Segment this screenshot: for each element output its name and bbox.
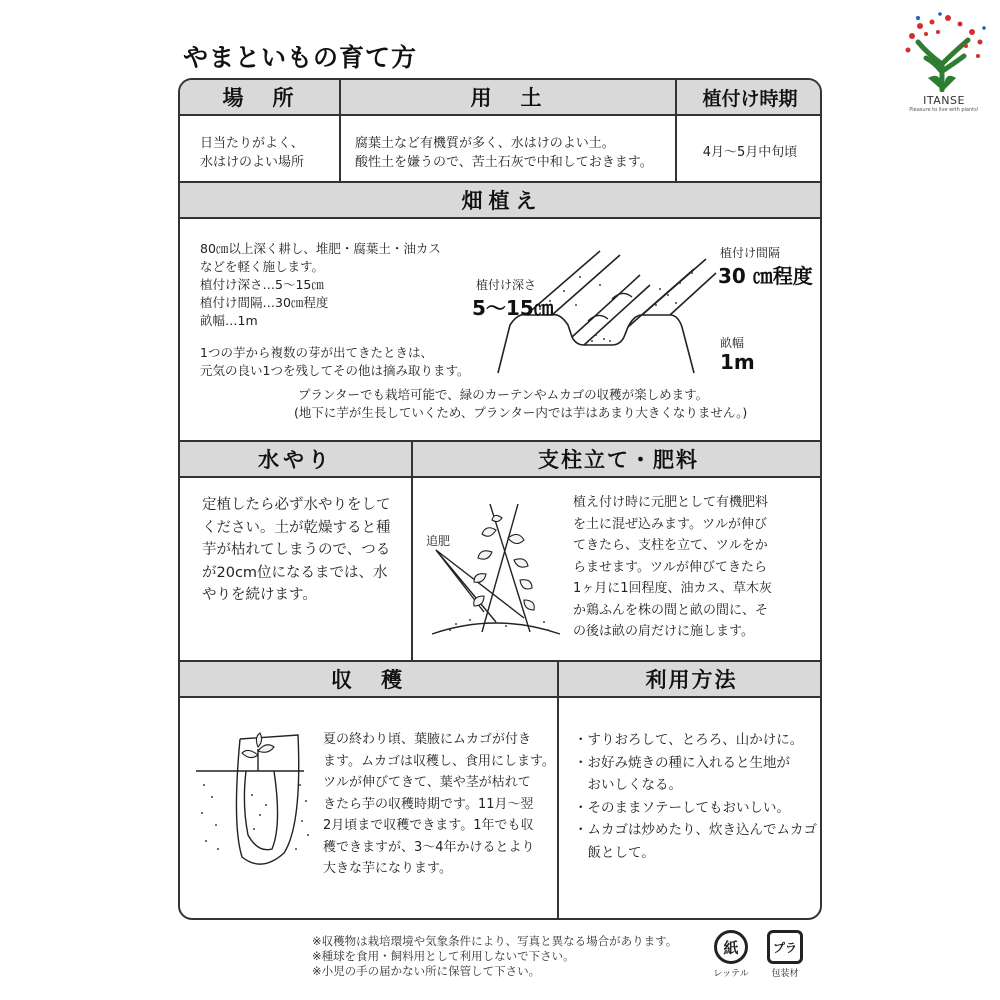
footer-notes: [312, 934, 677, 979]
harvest-header-label: 収 穫: [331, 668, 406, 692]
paper-recycle-icon: [714, 930, 748, 964]
support-text: [573, 492, 772, 643]
watering-header: [180, 442, 411, 478]
width-label: 畝幅: [720, 336, 745, 350]
text-line: ます。ムカゴは収穫し、食用にします。: [323, 753, 555, 769]
spacing-label: 植付け間隔: [720, 246, 781, 260]
list-item: ・お好み焼きの種に入れると生地が: [574, 754, 790, 771]
brand-name: ITANSE: [923, 94, 965, 107]
usage-header: [559, 662, 822, 698]
divider: [339, 80, 341, 183]
note-line: ※収穫物は栽培環境や気象条件により、写真と異なる場合があります。: [312, 934, 678, 948]
text-line: の後は畝の肩だけに施します。: [573, 624, 754, 639]
list-item: おいしくなる。: [574, 777, 682, 793]
list-item: ・すりおろして、とろろ、山かけに。: [574, 732, 804, 748]
watering-text: [202, 494, 391, 607]
field-header: [180, 183, 822, 219]
tree-icon: [898, 12, 990, 92]
text-line: 1つの芋から複数の芽が出てきたときは、: [200, 345, 433, 360]
text-line: 腐葉土など有機質が多く、水はけのよい土。: [355, 136, 615, 151]
field-header-label: 畑植え: [461, 189, 543, 213]
usage-header-label: 利用方法: [645, 668, 738, 692]
location-header-label: 場 所: [222, 86, 298, 110]
plastic-recycle-symbol: プラ: [772, 940, 797, 955]
text-line: か鶏ふんを株の間と畝の間に、そ: [573, 602, 769, 618]
planter-note: [294, 386, 747, 422]
location-text: [200, 134, 304, 172]
text-line: 植付け深さ…5〜15㎝: [200, 277, 324, 292]
text-line: ツルが伸びてきて、葉や茎が枯れて: [323, 775, 531, 790]
depth-value: 5〜15㎝: [472, 296, 554, 320]
list-item: 飯として。: [574, 844, 655, 861]
planting-time-text: 4月〜5月中旬頃: [702, 145, 798, 160]
text-line: プランターでも栽培可能で、緑のカーテンやムカゴの収穫が楽しめます。: [298, 387, 709, 402]
divider: [411, 442, 413, 662]
soil-header: [340, 80, 676, 116]
paper-recycle-symbol: 紙: [723, 938, 739, 957]
text-line: らませます。ツルが伸びてきたら: [573, 559, 767, 575]
field-text-2: [200, 344, 469, 380]
support-header-label: 支柱立て・肥料: [538, 448, 699, 472]
text-line: 夏の終わり頃、葉腋にムカゴが付き: [323, 732, 532, 747]
text-line: きたら芋の収穫時期です。11月〜翌: [323, 796, 534, 812]
fertilizer-label: 追肥: [426, 534, 451, 548]
trellis-diagram: [426, 500, 566, 640]
paper-recycle-mark: [708, 930, 754, 979]
text-line: 日当たりがよく、: [200, 136, 304, 151]
soil-header-label: 用 土: [470, 86, 546, 110]
note-line: ※種球を食用・飼料用として利用しないで下さい。: [312, 949, 575, 963]
harvest-diagram: [188, 725, 318, 875]
plastic-recycle-mark: [762, 930, 808, 979]
text-line: 植え付け時に元肥として有機肥料: [573, 495, 769, 510]
text-line: 畝幅…1m: [200, 313, 258, 328]
planting-time-header: [676, 80, 822, 116]
harvest-text: [323, 729, 555, 880]
note-line: ※小児の手の届かない所に保管して下さい。: [312, 964, 541, 978]
location-header: [180, 80, 340, 116]
width-value: 1m: [720, 350, 755, 374]
guide-frame: [178, 78, 822, 920]
depth-label: 植付け深さ: [476, 278, 537, 292]
text-line: 水はけのよい場所: [200, 155, 305, 170]
text-line: などを軽く施します。: [200, 259, 325, 274]
text-line: 植付け間隔…30㎝程度: [200, 295, 329, 310]
text-line: 芋が枯れてしまうので、つる: [202, 542, 391, 558]
planting-time-header-label: 植付け時期: [702, 87, 798, 110]
text-line: 2月頃まで収穫できます。1年でも収: [323, 818, 534, 833]
divider: [675, 80, 677, 183]
text-line: を土に混ぜ込みます。ツルが伸び: [573, 516, 767, 532]
list-item: ・そのままソテーしてもおいしい。: [574, 799, 790, 816]
field-text: [200, 240, 441, 330]
brand-tagline: Pleasure to live with plants!: [909, 107, 979, 113]
usage-list: [574, 729, 817, 864]
text-line: 元気の良い1つを残してその他は摘み取ります。: [200, 363, 470, 378]
plastic-recycle-label: 包装材: [771, 969, 799, 979]
brand-logo: [898, 12, 990, 112]
text-line: 定植したら必ず水やりをして: [202, 497, 391, 513]
text-line: が20cm位になるまでは、水: [202, 564, 388, 581]
spacing-value: 30 ㎝程度: [718, 264, 813, 288]
text-line: 80㎝以上深く耕し、堆肥・腐葉土・油カス: [200, 241, 441, 256]
page-title: やまといもの育て方: [183, 43, 418, 72]
watering-header-label: 水やり: [258, 448, 333, 472]
text-line: てきたら、支柱を立て、ツルをか: [573, 538, 768, 553]
text-line: ください。土が乾燥すると種: [202, 519, 391, 536]
support-header: [413, 442, 822, 478]
text-line: やりを続けます。: [202, 587, 317, 603]
text-line: (地下に芋が生長していくため、プランター内では芋はあまり大きくなりません。): [294, 405, 748, 420]
plastic-recycle-icon: [767, 930, 803, 964]
text-line: 大きな芋になります。: [323, 861, 452, 876]
text-line: 1ヶ月に1回程度、油カス、草木灰: [573, 581, 772, 596]
list-item: ・ムカゴは炒めたり、炊き込んでムカゴ: [574, 822, 817, 838]
paper-recycle-label: レッテル: [713, 969, 749, 979]
text-line: 酸性土を嫌うので、苦土石灰で中和しておきます。: [355, 155, 653, 170]
divider: [557, 662, 559, 920]
soil-text: [355, 134, 653, 172]
harvest-header: [180, 662, 557, 698]
text-line: 穫できますが、3〜4年かけるとより: [323, 839, 535, 855]
